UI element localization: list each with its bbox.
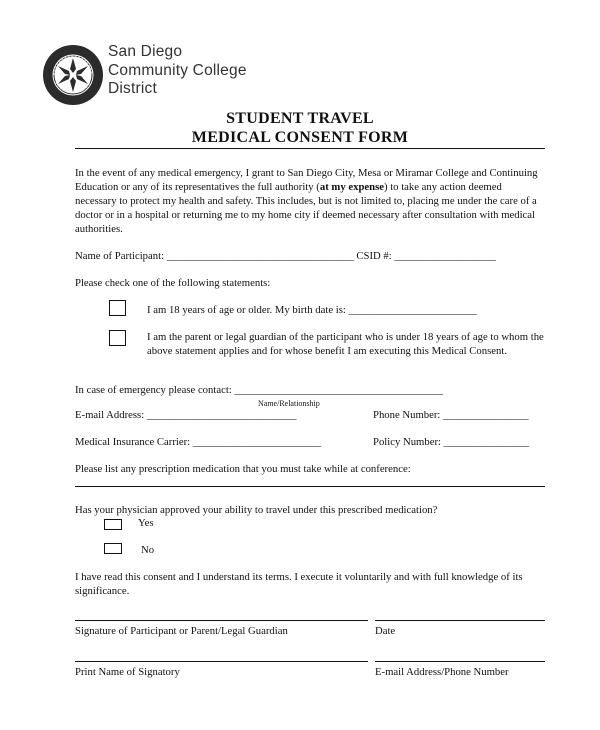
- emergency-contact-field[interactable]: In case of emergency please contact: _______________________________________: [75, 384, 443, 396]
- date-line[interactable]: [375, 620, 545, 621]
- guardian-checkbox[interactable]: [109, 330, 126, 346]
- logo-line-3: District: [108, 80, 157, 97]
- print-name-line[interactable]: [75, 661, 368, 662]
- physician-question: Has your physician approved your ability to travel under this prescribed medication?: [75, 504, 438, 516]
- logo-line-1: San Diego: [108, 43, 183, 60]
- policy-number-field[interactable]: Policy Number: ________________: [373, 436, 530, 448]
- print-name-label: Print Name of Signatory: [75, 666, 180, 678]
- signature-line[interactable]: [75, 620, 368, 621]
- medication-line[interactable]: [75, 486, 545, 487]
- email-phone-label: E-mail Address/Phone Number: [375, 666, 509, 678]
- contact-caption: Name/Relationship: [258, 399, 320, 408]
- form-title-line-1: STUDENT TRAVEL: [226, 110, 374, 127]
- statements-prompt: Please check one of the following statements:: [75, 277, 271, 289]
- logo-line-2: Community College: [108, 61, 247, 79]
- insurance-carrier-field[interactable]: Medical Insurance Carrier: ________________________: [75, 436, 322, 448]
- adult-statement: I am 18 years of age or older. My birth date is: ________________________: [147, 304, 477, 316]
- intro-text-end: ) to take any action deemed necessary to protect my health and safety. This includes, but is not limited to, placing me under the care of a doctor or in a hospital or returning me to my home city if deemed necessary after consultation with medical authorities.: [75, 181, 537, 235]
- intro-paragraph: [75, 166, 545, 236]
- title-underline: [75, 148, 545, 149]
- date-label: Date: [375, 625, 396, 637]
- email-field[interactable]: E-mail Address: ____________________________: [75, 409, 297, 421]
- contact-info-line[interactable]: [375, 661, 545, 662]
- no-checkbox[interactable]: [104, 543, 122, 554]
- signature-label: Signature of Participant or Parent/Legal Guardian: [75, 625, 288, 637]
- yes-checkbox[interactable]: [104, 519, 122, 530]
- no-label: No: [141, 544, 155, 556]
- form-title-line-2: MEDICAL CONSENT FORM: [191, 129, 409, 146]
- guardian-statement: I am the parent or legal guardian of the participant who is under 18 years of age to whom the above statement applies and for whose benefit I am executing this Medical Consent.: [147, 331, 544, 357]
- medication-prompt: Please list any prescription medication that you must take while at conference:: [75, 463, 411, 475]
- intro-text-start: In the event of any medical emergency, I grant to San Diego City, Mesa or Miramar College and Continuing Education or any of its representatives the full authority (: [75, 167, 538, 193]
- college-seal-logo: [42, 44, 104, 106]
- yes-label: Yes: [138, 517, 154, 529]
- participant-name-csid-field[interactable]: Name of Participant: ___________________________________ CSID #: ___________________: [75, 250, 496, 262]
- consent-text: I have read this consent and I understand its terms. I execute it voluntarily and with full knowledge of its significance.: [75, 571, 523, 597]
- adult-checkbox[interactable]: [109, 300, 126, 316]
- intro-bold-text: at my expense: [319, 181, 384, 193]
- college-name-logo: [108, 43, 247, 99]
- phone-field[interactable]: Phone Number: ________________: [373, 409, 529, 421]
